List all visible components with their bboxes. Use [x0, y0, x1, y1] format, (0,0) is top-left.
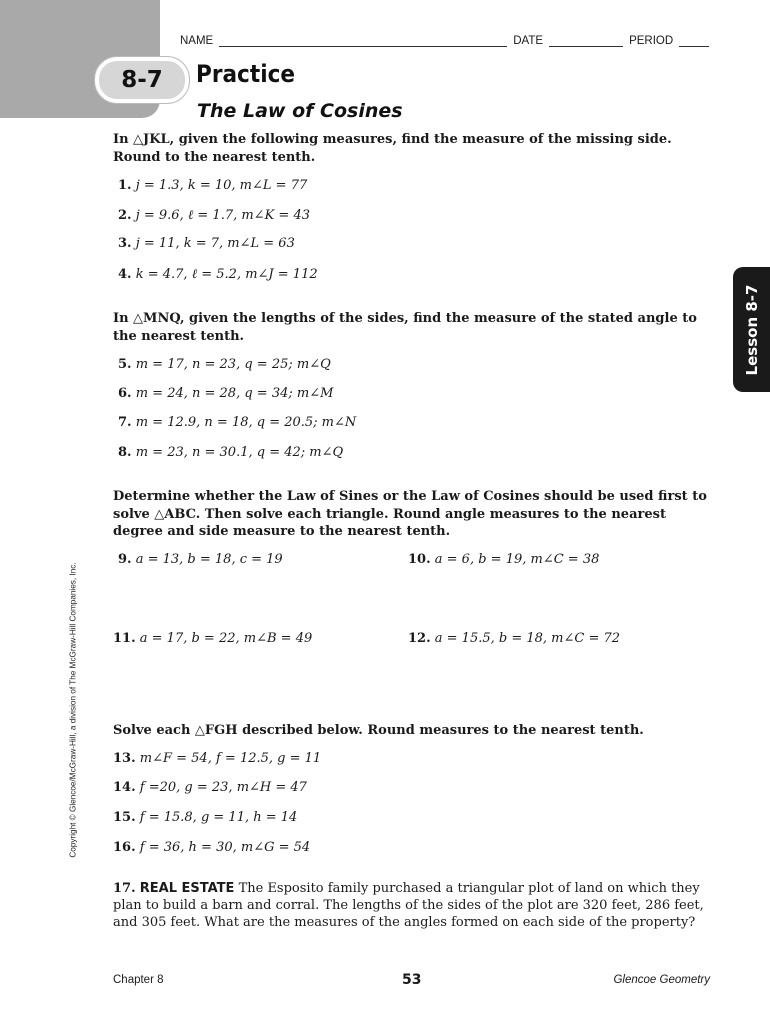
problem-17-number: 17.: [113, 881, 136, 896]
problem-17: [113, 880, 723, 931]
copyright-notice: [67, 555, 79, 865]
section-3-instruction: Determine whether the Law of Sines or the Law of Cosines should be used first to solve △ABC. Then solve each triangle. Round angle measures to the nearest degree and side measure to the nearest tenth.: [113, 489, 707, 539]
problem-17-heading: REAL ESTATE: [139, 881, 235, 896]
problem-1: 1. j = 1.3, k = 10, m∠L = 77: [118, 178, 308, 193]
problem-9: 9. a = 13, b = 18, c = 19: [118, 552, 283, 567]
section-1-instruction: In △JKL, given the following measures, find the measure of the missing side. Round to the nearest tenth.: [113, 132, 672, 165]
date-label: DATE: [513, 35, 544, 47]
name-field[interactable]: [219, 35, 507, 47]
student-info-header: [180, 35, 725, 47]
period-label: PERIOD: [629, 35, 674, 47]
problem-17-text: The Esposito family purchased a triangular plot of land on which they plan to build a barn and corral. The lengths of the sides of the plot are 320 feet, 286 feet, and 305 feet. What are the measures of the angles formed on each side of the property?: [113, 881, 704, 930]
problem-7: 7. m = 12.9, n = 18, q = 20.5; m∠N: [118, 415, 357, 430]
problem-12: 12. a = 15.5, b = 18, m∠C = 72: [408, 631, 621, 646]
lesson-number-badge: 8-7: [95, 57, 189, 103]
section-4-instruction: Solve each △FGH described below. Round measures to the nearest tenth.: [113, 723, 644, 738]
page-title: Practice: [196, 60, 296, 88]
problem-10: 10. a = 6, b = 19, m∠C = 38: [408, 552, 600, 567]
problem-2: 2. j = 9.6, ℓ = 1.7, m∠K = 43: [118, 208, 310, 223]
name-label: NAME: [180, 35, 214, 47]
problem-6: 6. m = 24, n = 28, q = 34; m∠M: [118, 386, 334, 401]
section-2-instruction: In △MNQ, given the lengths of the sides, find the measure of the stated angle to the nearest tenth.: [113, 311, 697, 344]
problem-4: 4. k = 4.7, ℓ = 5.2, m∠J = 112: [118, 267, 318, 282]
lesson-side-tab-label: Lesson 8-7: [742, 284, 761, 375]
problem-3: 3. j = 11, k = 7, m∠L = 63: [118, 236, 295, 251]
problem-14: 14. f =20, g = 23, m∠H = 47: [113, 780, 307, 795]
problem-11: 11. a = 17, b = 22, m∠B = 49: [113, 631, 313, 646]
problem-13: 13. m∠F = 54, f = 12.5, g = 11: [113, 751, 322, 766]
problem-16: 16. f = 36, h = 30, m∠G = 54: [113, 840, 311, 855]
problem-8: 8. m = 23, n = 30.1, q = 42; m∠Q: [118, 445, 344, 460]
lesson-side-tab: [733, 267, 770, 392]
footer-book-title: Glencoe Geometry: [613, 974, 710, 986]
period-field[interactable]: [679, 35, 709, 47]
problem-15: 15. f = 15.8, g = 11, h = 14: [113, 810, 298, 825]
page-subtitle: The Law of Cosines: [197, 100, 403, 122]
date-field[interactable]: [549, 35, 623, 47]
footer-chapter: Chapter 8: [113, 974, 164, 986]
copyright-text: Copyright © Glencoe/McGraw-Hill, a division of The McGraw-Hill Companies, Inc.: [68, 562, 78, 858]
problem-5: 5. m = 17, n = 23, q = 25; m∠Q: [118, 357, 331, 372]
footer-page-number: 53: [402, 972, 422, 988]
